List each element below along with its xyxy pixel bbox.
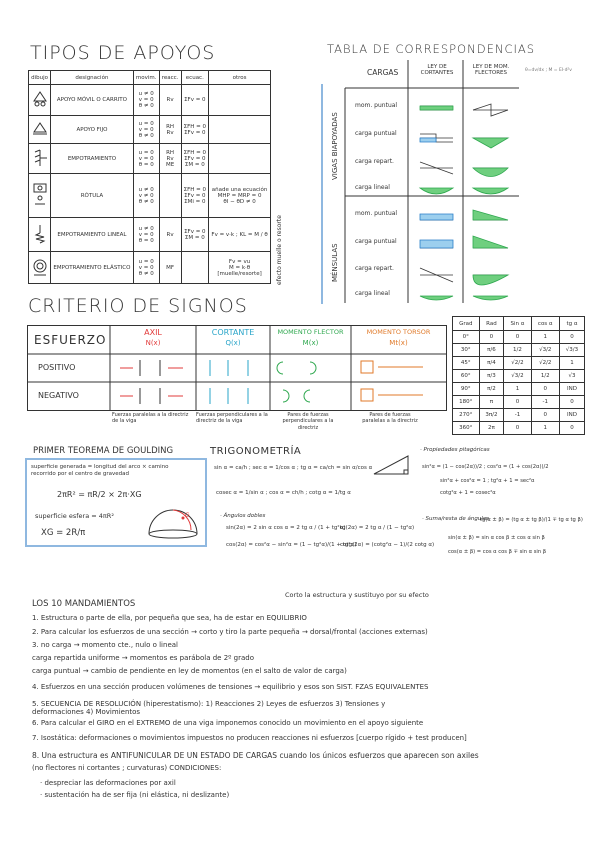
- trigo-dobles-title: · Ángulos dobles: [220, 513, 266, 519]
- criterio-axil: AXIL: [144, 328, 162, 337]
- ang-cell: 0: [479, 331, 504, 344]
- ang-cell: √2/2: [504, 357, 531, 370]
- trigo-pitag3: cotg²α + 1 = cosec²α: [440, 490, 496, 496]
- guldin-title: PRIMER TEOREMA DE GOULDING: [33, 446, 174, 456]
- empotramiento-lineal-icon: [29, 218, 51, 252]
- ang-cell: 90°: [453, 383, 480, 396]
- ang-cell: 0: [559, 422, 584, 435]
- header-reacc: reacc.: [159, 71, 181, 85]
- empotramiento-lineal-mov: u ≠ 0 v = 0 θ = 0: [133, 218, 159, 252]
- desc-flector: Pares de fuerzas perpendiculares a la directriz: [282, 412, 334, 431]
- mandamiento-7: 7. Isostática: deformaciones o movimientos impuestos no producen reacciones ni esfuerzos [cuerpo rígido + test producen]: [32, 734, 467, 742]
- empotramiento-ec: ΣFH = 0 ΣFv = 0 ΣM = 0: [181, 144, 209, 174]
- apoyo-fijo-icon: [29, 116, 51, 144]
- mandamiento-8b: (no flectores ni cortantes ; curvaturas) CONDICIONES:: [32, 764, 222, 772]
- empotramiento-icon: [29, 144, 51, 174]
- col-flectores: LEY DE MOM. FLECTORES: [472, 64, 510, 76]
- empotramiento-elastico-ec: [181, 252, 209, 284]
- ang-h-grad: Grad: [453, 317, 480, 331]
- criterio-torsor-sub: Mt(x): [389, 339, 408, 347]
- ang-cell: √3/2: [504, 370, 531, 383]
- apoyos-side-note: efecto muelle o resorte: [276, 215, 283, 285]
- mandamientos-side-note: Corto la estructura y sustituyo por su efecto: [285, 591, 429, 599]
- guldin-eq3: superficie esfera = 4πR²: [35, 512, 114, 520]
- group-vigas: VIGAS BIAPOYADAS: [331, 112, 339, 180]
- ang-h-tg: tg α: [559, 317, 584, 331]
- mandamiento-3b: carga repartida uniforme → momentos es parábola de 2º grado: [32, 654, 255, 662]
- apoyo-fijo-otros: [209, 116, 271, 144]
- empotramiento-lineal-reac: Rv: [159, 218, 181, 252]
- trigo-pitag1: sin²α = (1 − cos(2α))/2 ; cos²α = (1 + cos(2α))/2: [422, 464, 549, 470]
- apoyo-movil-otros: [209, 85, 271, 116]
- trigo-pitag2: sin²α + cos²α = 1 ; tg²α + 1 = sec²α: [440, 478, 535, 484]
- ang-cell: π/3: [479, 370, 504, 383]
- ang-cell: √3: [559, 370, 584, 383]
- correspondencias-note: θ=dv/dx ; M = EI·d²v: [525, 68, 572, 73]
- criterio-table: [27, 325, 447, 411]
- ang-cell: 1/2: [504, 344, 531, 357]
- ang-cell: π/2: [479, 383, 504, 396]
- correspondencias-title: TABLA DE CORRESPONDENCIAS: [327, 42, 536, 56]
- criterio-axil-sub: N(x): [145, 339, 161, 347]
- load-mom-puntual: mom. puntual: [355, 102, 398, 109]
- header-movim: movim.: [133, 71, 159, 85]
- trigo-dobles3: tg(2α) = 2 tg α / (1 − tg²α): [340, 525, 415, 531]
- apoyo-movil-mov: u ≠ 0 v = 0 θ ≠ 0: [133, 85, 159, 116]
- trigo-line2: cosec α = 1/sin α ; cos α = ch/h ; cotg α = 1/tg α: [216, 490, 351, 496]
- apoyos-title: TIPOS DE APOYOS: [30, 42, 216, 64]
- mandamiento-4: 4. Esfuerzos en una sección producen volúmenes de tensiones → equilibrio y esos son SIST. FZAS EQUIVALENTES: [32, 683, 429, 691]
- ang-cell: 0: [504, 422, 531, 435]
- ang-cell: 0: [559, 396, 584, 409]
- ang-cell: 0°: [453, 331, 480, 344]
- rotula-icon: [29, 174, 51, 218]
- apoyo-fijo-ec: ΣFH = 0 ΣFv = 0: [181, 116, 209, 144]
- criterio-torsor: MOMENTO TORSOR: [366, 328, 431, 336]
- ang-h-rad: Rad: [479, 317, 504, 331]
- mandamiento-6: 6. Para calcular el GIRO en el EXTREMO de una viga imponemos conocido un movimiento en el apoyo siguiente: [32, 719, 424, 727]
- mandamiento-8: 8. Una estructura es ANTIFUNICULAR DE UN ESTADO DE CARGAS cuando los únicos esfuerzos que aparecen son axiles: [32, 751, 479, 760]
- apoyo-fijo-mov: u = 0 v = 0 θ ≠ 0: [133, 116, 159, 144]
- ang-cell: π/6: [479, 344, 504, 357]
- ang-cell: 270°: [453, 409, 480, 422]
- guldin-sphere: [145, 500, 201, 540]
- trigo-suma-title: · Suma/resta de ángulos: [422, 516, 490, 522]
- ang-cell: 60°: [453, 370, 480, 383]
- col-cargas: CARGAS: [367, 68, 399, 77]
- trigo-suma2: sin(α ± β) = sin α cos β ± cos α sin β: [448, 535, 545, 541]
- load2-carga-puntual: carga puntual: [355, 238, 397, 245]
- apoyos-table: [28, 70, 271, 284]
- trigo-suma3: cos(α ± β) = cos α cos β ∓ sin α sin β: [448, 549, 547, 555]
- ang-h-cos: cos α: [531, 317, 559, 331]
- ang-cell: 0: [531, 409, 559, 422]
- rotula-name: RÓTULA: [51, 174, 134, 218]
- load2-carga-lineal: carga lineal: [355, 290, 390, 297]
- ang-cell: π: [479, 396, 504, 409]
- trigo-pitag-title: · Propiedades pitagóricas: [420, 447, 490, 453]
- load-carga-repart: carga repart.: [355, 158, 394, 165]
- correspondencias-table: [323, 60, 519, 303]
- ang-cell: √2/2: [531, 357, 559, 370]
- ang-cell: √3/2: [531, 344, 559, 357]
- empotramiento-lineal-ec: ΣFv = 0 ΣM = 0: [181, 218, 209, 252]
- ang-cell: π/4: [479, 357, 504, 370]
- ang-cell: 360°: [453, 422, 480, 435]
- apoyo-fijo-reac: RH Rv: [159, 116, 181, 144]
- apoyo-movil-reac: Rv: [159, 85, 181, 116]
- mandamiento-1: 1. Estructura o parte de ella, por pequeña que sea, ha de estar en EQUILIBRIO: [32, 614, 307, 622]
- criterio-cortante-sub: Q(x): [225, 339, 241, 347]
- apoyo-movil-ec: ΣFv = 0: [181, 85, 209, 116]
- criterio-positivo: POSITIVO: [38, 363, 76, 372]
- ang-cell: 2π: [479, 422, 504, 435]
- ang-cell: IND: [559, 409, 584, 422]
- empotramiento-name: EMPOTRAMIENTO: [51, 144, 134, 174]
- header-designacion: designación: [51, 71, 134, 85]
- criterio-flector-sub: M(x): [302, 339, 319, 347]
- ang-cell: 45°: [453, 357, 480, 370]
- ang-cell: -1: [504, 409, 531, 422]
- load-carga-lineal: carga lineal: [355, 184, 390, 191]
- mandamiento-5: 5. SECUENCIA DE RESOLUCIÓN (hiperestatismo): 1) Reacciones 2) Leyes de esfuerzos 3) Tensiones y deformaciones 4) Movimientos: [32, 700, 386, 717]
- load2-carga-repart: carga repart.: [355, 265, 394, 272]
- empotramiento-elastico-mov: u = 0 v = 0 θ ≠ 0: [133, 252, 159, 284]
- empotramiento-elastico-icon: [29, 252, 51, 284]
- trigo-title: TRIGONOMETRÍA: [210, 446, 302, 457]
- header-ecuac: ecuac.: [181, 71, 209, 85]
- triangle-diagram: [370, 450, 415, 478]
- empotramiento-elastico-otros: Fv = vu M = k·θ [muelle/resorte]: [209, 252, 271, 284]
- guldin-eq2: 2πR² = πR/2 × 2π·XG: [57, 490, 142, 499]
- mandamiento-8c: · despreciar las deformaciones por axil: [40, 779, 176, 787]
- correspondencias-grid: [323, 60, 519, 303]
- criterio-flector: MOMENTO FLECTOR: [277, 328, 344, 336]
- trigo-suma1: tg(α ± β) = (tg α ± tg β)/(1 ∓ tg α tg β): [480, 517, 583, 523]
- empotramiento-elastico-name: EMPOTRAMIENTO ELÁSTICO: [51, 252, 134, 284]
- ang-cell: 30°: [453, 344, 480, 357]
- desc-axil: Fuerzas paralelas a la directriz de la viga: [112, 412, 189, 425]
- mandamiento-3: 3. no carga → momento cte., nulo o lineal: [32, 641, 178, 649]
- desc-torsor: Pares de fuerzas paralelas a la directriz: [362, 412, 418, 425]
- rotula-reac: [159, 174, 181, 218]
- empotramiento-mov: u = 0 v = 0 θ = 0: [133, 144, 159, 174]
- ang-h-sin: Sin α: [504, 317, 531, 331]
- ang-cell: IND: [559, 383, 584, 396]
- trigo-dobles2: cos(2α) = cos²α − sin²α = (1 − tg²α)/(1 + tg²α): [226, 542, 357, 548]
- desc-cortante: Fuerzas perpendiculares a la directriz de la viga: [196, 412, 268, 425]
- criterio-title: CRITERIO DE SIGNOS: [28, 295, 248, 317]
- criterio-esfuerzo: ESFUERZO: [34, 333, 107, 347]
- ang-cell: 0: [559, 331, 584, 344]
- trigo-dobles4: cotg(2α) = (cotg²α − 1)/(2 cotg α): [340, 542, 435, 548]
- angulos-table: [452, 316, 585, 435]
- empotramiento-otros: [209, 144, 271, 174]
- empotramiento-reac: RH Rv ME: [159, 144, 181, 174]
- guldin-eq1: superficie generada = longitud del arco × camino recorrido por el centro de gravedad: [31, 464, 169, 477]
- ang-cell: 1: [504, 383, 531, 396]
- ang-cell: -1: [531, 396, 559, 409]
- ang-cell: 1: [531, 331, 559, 344]
- trigo-dobles1: sin(2α) = 2 sin α cos α = 2 tg α / (1 + tg²α): [226, 525, 346, 531]
- apoyo-fijo-name: APOYO FIJO: [51, 116, 134, 144]
- criterio-cortante: CORTANTE: [211, 328, 255, 337]
- ang-cell: 1/2: [531, 370, 559, 383]
- apoyo-movil-name: APOYO MÓVIL O CARRITO: [51, 85, 134, 116]
- load-carga-puntual: carga puntual: [355, 130, 397, 137]
- header-dibujo: dibujo: [29, 71, 51, 85]
- ang-cell: √3/3: [559, 344, 584, 357]
- rotula-otros: añade una ecuación MHP = MRP = 0 θI − θD ≠ 0: [209, 174, 271, 218]
- mandamiento-2: 2. Para calcular los esfuerzos de una sección → corto y tiro la parte pequeña → dorsal/frontal (acciones externas): [32, 628, 428, 636]
- ang-cell: 0: [504, 331, 531, 344]
- ang-cell: 1: [559, 357, 584, 370]
- mandamientos-title: LOS 10 MANDAMIENTOS: [32, 599, 136, 609]
- ang-cell: 0: [504, 396, 531, 409]
- guldin-eq4: XG = 2R/π: [41, 528, 86, 538]
- correspondencias-frame: [321, 84, 339, 304]
- mandamiento-3c: carga puntual → cambio de pendiente en ley de momentos (en el salto de valor de carga): [32, 667, 347, 675]
- guldin-label: G: [185, 512, 190, 519]
- ang-cell: 3π/2: [479, 409, 504, 422]
- ang-cell: 180°: [453, 396, 480, 409]
- group-mensulas: MÉNSULAS: [331, 243, 339, 282]
- trigo-line1: sin α = ca/h ; sec α = 1/cos α ; tg α = ca/ch = sin α/cos α: [214, 465, 373, 471]
- header-otros: otros: [209, 71, 271, 85]
- guldin-frame: [25, 458, 207, 547]
- ang-cell: 1: [531, 422, 559, 435]
- rotula-mov: u ≠ 0 v ≠ 0 θ ≠ 0: [133, 174, 159, 218]
- rotula-ec: ΣFH = 0 ΣFv = 0 ΣMi = 0: [181, 174, 209, 218]
- criterio-negativo: NEGATIVO: [38, 391, 79, 400]
- col-cortantes: LEY DE CORTANTES: [420, 64, 454, 76]
- empotramiento-lineal-name: EMPOTRAMIENTO LINEAL: [51, 218, 134, 252]
- ang-cell: 0: [531, 383, 559, 396]
- empotramiento-lineal-otros: Fv = v·k ; KL = M / θ: [209, 218, 271, 252]
- empotramiento-elastico-reac: MF: [159, 252, 181, 284]
- mandamiento-8d: · sustentación ha de ser fija (ni elástica, ni deslizante): [40, 791, 230, 799]
- apoyo-movil-icon: [29, 85, 51, 116]
- load2-mom-puntual: mom. puntual: [355, 210, 398, 217]
